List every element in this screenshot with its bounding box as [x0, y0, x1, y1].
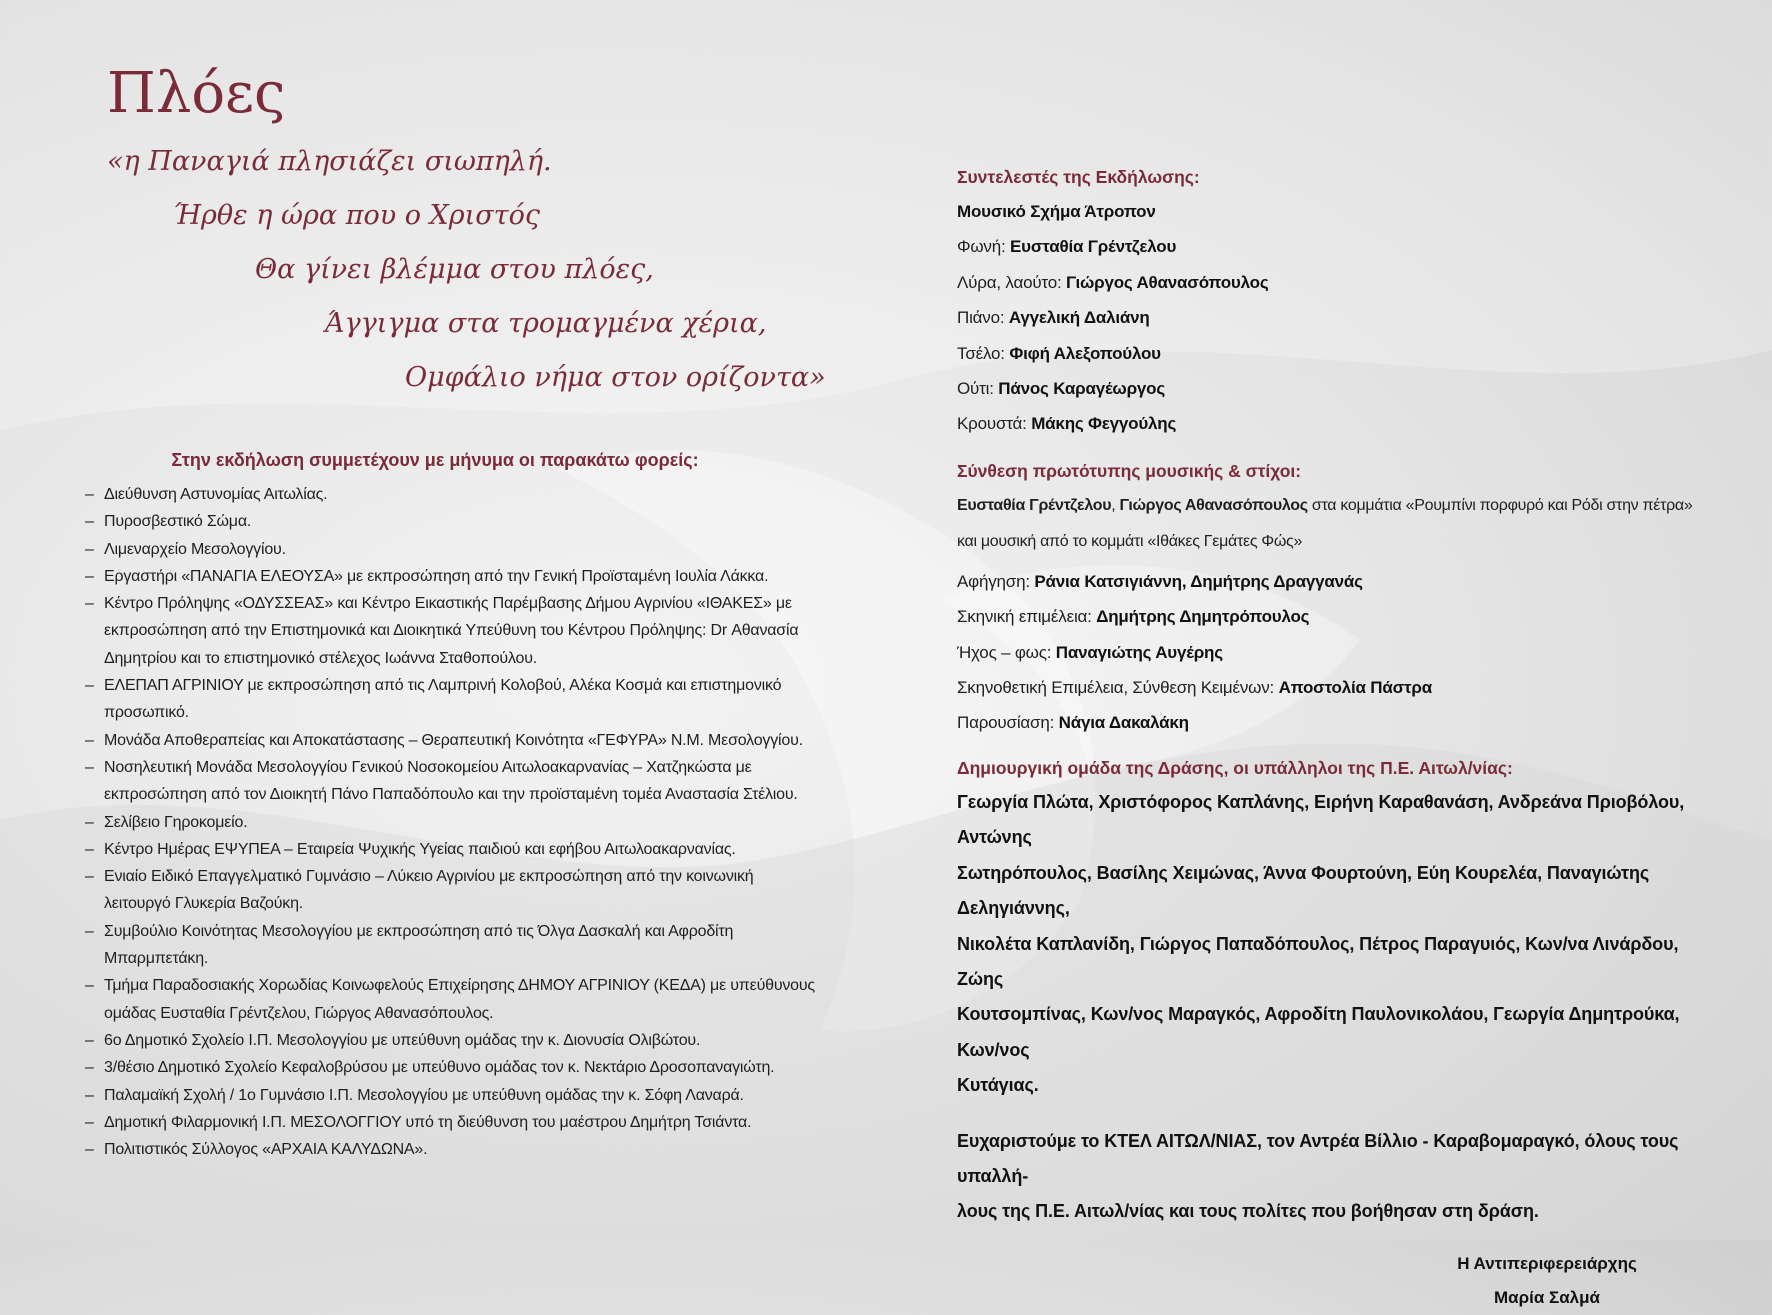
poem-line: Θα γίνει βλέμμα στου πλόες,: [255, 254, 654, 285]
team-line: Νικολέτα Καπλανίδη, Γιώργος Παπαδόπουλος, Πέτρος Παραγυιός, Κων/να Λινάρδου, Ζώης: [957, 933, 1679, 989]
credit-role: Σκηνική επιμέλεια:: [957, 607, 1097, 627]
credit-row: [957, 635, 1697, 670]
page-title: Πλόες: [107, 61, 286, 126]
credit-row: [957, 371, 1697, 406]
credit-row: [957, 670, 1697, 705]
dash-bullet: –: [85, 540, 94, 558]
credit-role: Κρουστά:: [957, 414, 1032, 434]
credit-role: Ήχος – φως:: [957, 642, 1056, 662]
sponsor-item: [85, 563, 816, 590]
credit-person: Φιφή Αλεξοπούλου: [1009, 343, 1161, 363]
sponsor-text: Σελίβειο Γηροκομείο.: [104, 813, 248, 831]
thanks-line: λους της Π.Ε. Αιτωλ/νίας και τους πολίτες που βοήθησαν στη δράση.: [957, 1200, 1539, 1221]
composition-heading: Σύνθεση πρωτότυπης μουσικής & στίχοι:: [957, 460, 1302, 481]
sponsor-item: [85, 481, 816, 508]
signature-name: Μαρία Σαλμά: [1494, 1287, 1600, 1307]
credit-person: Νάγια Δακαλάκη: [1058, 713, 1189, 733]
right-column: [957, 160, 1697, 1315]
poem: [85, 135, 825, 405]
credit-role: Λύρα, λαούτο:: [957, 272, 1066, 292]
sponsor-item: [85, 508, 816, 535]
sponsor-text: Πυροσβεστικό Σώμα.: [104, 513, 252, 531]
credit-role: Αφήγηση:: [957, 571, 1035, 591]
sponsor-item: [85, 972, 816, 1027]
dash-bullet: –: [85, 813, 94, 831]
credit-role: Παρουσίαση:: [957, 713, 1059, 733]
thanks-line: Ευχαριστούμε το ΚΤΕΛ ΑΙΤΩΛ/ΝΙΑΣ, τον Αντρέα Βίλλιο - Καραβομαραγκό, όλους τους υπαλλή-: [957, 1130, 1679, 1186]
dash-bullet: –: [85, 567, 94, 585]
credit-role: Πιάνο:: [957, 308, 1009, 328]
credit-person: Παναγιώτης Αυγέρης: [1055, 642, 1223, 662]
dash-bullet: –: [85, 731, 94, 749]
team-line: Σωτηρόπουλος, Βασίλης Χειμώνας, Άννα Φουρτούνη, Εύη Κουρελέα, Παναγιώτης Δεληγιάννης,: [957, 862, 1650, 919]
dash-bullet: –: [85, 868, 94, 886]
team-heading: Δημιουργική ομάδα της Δράσης, οι υπάλληλοι της Π.Ε. Αιτωλ/νίας:: [957, 757, 1513, 778]
credit-row: [957, 229, 1697, 264]
composer-separator: ,: [1111, 496, 1120, 514]
team-line: Κυτάγιας.: [957, 1075, 1039, 1096]
credit-role: Φωνή:: [957, 237, 1011, 257]
poem-line: Άγγιγμα στα τρομαγμένα χέρια,: [325, 308, 767, 339]
credit-person: Ράνια Κατσιγιάννη, Δημήτρης Δραγγανάς: [1034, 571, 1363, 591]
credit-row: [957, 336, 1697, 371]
sponsor-text: Δημοτική Φιλαρμονική Ι.Π. ΜΕΣΟΛΟΓΓΙΟΥ υπό τη διεύθυνση του μαέστρου Δημήτρη Τσιάντα.: [104, 1113, 752, 1131]
sponsor-text: 3/θέσιο Δημοτικό Σχολείο Κεφαλοβρύσου με υπεύθυνο ομάδας τον κ. Νεκτάριο Δροσοπαναγιώτη.: [104, 1059, 775, 1077]
dash-bullet: –: [85, 1141, 94, 1159]
sponsor-text: Διεύθυνση Αστυνομίας Αιτωλίας.: [104, 486, 328, 503]
sponsor-item: [85, 1136, 816, 1163]
dash-bullet: –: [85, 1031, 94, 1049]
dash-bullet: –: [85, 922, 94, 940]
dash-bullet: –: [85, 758, 94, 776]
composer-2: Γιώργος Αθανασόπουλος: [1119, 496, 1308, 514]
composition-songs: στα κομμάτια «Ρουμπίνι πορφυρό και Ρόδι στην πέτρα»: [1307, 496, 1693, 514]
sponsors-heading: Στην εκδήλωση συμμετέχουν με μήνυμα οι παρακάτω φορείς:: [171, 450, 699, 470]
credit-roles: [957, 229, 1697, 441]
team-members: [957, 785, 1697, 1104]
sponsor-item: [85, 863, 816, 918]
credit-person: Γιώργος Αθανασόπουλος: [1066, 272, 1269, 292]
dash-bullet: –: [85, 513, 94, 531]
ensemble-name: [957, 194, 1697, 229]
sponsor-text: Κέντρο Ημέρας ΕΨΥΠΕΑ – Εταιρεία Ψυχικής Υγείας παιδιού και εφήβου Αιτωλοακαρνανίας.: [104, 840, 736, 858]
sponsor-text: Μονάδα Αποθεραπείας και Αποκατάστασης – Θεραπευτική Κοινότητα «ΓΕΦΥΡΑ» Ν.Μ. Μεσολογγίου.: [104, 731, 803, 749]
sponsor-item: [85, 836, 816, 863]
credits-heading: Συντελεστές της Εκδήλωσης:: [957, 167, 1200, 187]
sponsor-text: Τμήμα Παραδοσιακής Χορωδίας Κοινωφελούς Επιχείρησης ΔΗΜΟΥ ΑΓΡΙΝΙΟΥ (ΚΕΔΑ) με υπεύθυνους ομάδας Ευσταθία Γρέντζελου, Γιώργος Αθανασόπουλος.: [104, 977, 815, 1022]
sponsor-item: [85, 536, 816, 563]
sponsor-text: Ενιαίο Ειδικό Επαγγελματικό Γυμνάσιο – Λύκειο Αγρινίου με εκπροσώπηση από την κοινωνική λειτουργό Γλυκερία Βαζούκη.: [104, 868, 754, 913]
thanks-paragraph: [957, 1124, 1697, 1229]
dash-bullet: –: [85, 977, 94, 995]
sponsor-text: Συμβούλιο Κοινότητας Μεσολογγίου με εκπροσώπηση από τις Όλγα Δασκαλή και Αφροδίτη Μπαρμπετάκη.: [104, 922, 734, 968]
credit-person: Πάνος Καραγέωργος: [998, 379, 1165, 399]
composition-roles: [957, 564, 1697, 741]
poem-line: Ομφάλιο νήμα στον ορίζοντα»: [405, 362, 826, 393]
left-column: [85, 55, 825, 1163]
sponsor-item: [85, 1109, 816, 1136]
sponsor-item: [85, 809, 816, 836]
sponsor-item: [85, 1054, 816, 1081]
team-line: Κουτσομπίνας, Κων/νος Μαραγκός, Αφροδίτη Παυλονικολάου, Γεωργία Δημητρούκα, Κων/νος: [957, 1004, 1680, 1060]
credit-row: [957, 564, 1697, 599]
sponsor-item: [85, 672, 816, 727]
team-line: Γεωργία Πλώτα, Χριστόφορος Καπλάνης, Ειρήνη Καραθανάση, Ανδρεάνα Πριοβόλου, Αντώνης: [957, 791, 1685, 848]
dash-bullet: –: [85, 677, 94, 695]
sponsor-item: [85, 590, 816, 672]
credit-person: Αγγελική Δαλιάνη: [1008, 308, 1150, 328]
poem-line: Ήρθε η ώρα που ο Χριστός: [173, 200, 540, 231]
credit-person: Αποστολία Πάστρα: [1278, 678, 1432, 698]
credit-role: Τσέλο:: [957, 343, 1010, 363]
dash-bullet: –: [85, 840, 94, 858]
dash-bullet: –: [85, 1113, 94, 1131]
sponsor-item: [85, 1027, 816, 1054]
credit-row: [957, 265, 1697, 300]
sponsors-list: [85, 481, 825, 1163]
sponsor-item: [85, 1082, 816, 1109]
composition-text: [957, 488, 1697, 524]
credit-person: Μάκης Φεγγούλης: [1031, 414, 1177, 434]
sponsor-text: 6ο Δημοτικό Σχολείο Ι.Π. Μεσολογγίου με υπεύθυνη ομάδας την κ. Διονυσία Ολιβώτου.: [104, 1031, 701, 1049]
sponsor-text: ΕΛΕΠΑΠ ΑΓΡΙΝΙΟΥ με εκπροσώπηση από τις Λαμπρινή Κολοβού, Αλέκα Κοσμά και επιστημονικό προσωπικό.: [104, 677, 782, 722]
ensemble-label: Μουσικό Σχήμα Άτροπον: [957, 202, 1156, 221]
composition-text-2: και μουσική από το κομμάτι «Ιθάκες Γεμάτες Φώς»: [957, 532, 1303, 550]
sponsor-item: [85, 754, 816, 809]
signature-title: Η Αντιπεριφερειάρχης: [1457, 1253, 1637, 1273]
sponsor-text: Κέντρο Πρόληψης «ΟΔΥΣΣΕΑΣ» και Κέντρο Εικαστικής Παρέμβασης Δήμου Αγρινίου «ΙΘΑΚΕΣ» με εκπροσώπηση από την Επιστημονικά και Διοικητικά Υπεύθυνη του Κέντρου Πρόληψης: Dr Αθανασία Δημητρίου και το επιστημονικό στέλεχος Ιωάννα Σταθοπούλου.: [104, 595, 799, 667]
credit-row: [957, 406, 1697, 441]
sponsor-item: [85, 918, 816, 973]
signature: [1247, 1247, 1772, 1315]
composer-1: Ευσταθία Γρέντζελου: [957, 496, 1112, 514]
credit-person: Δημήτρης Δημητρόπουλος: [1096, 607, 1310, 627]
sponsor-text: Λιμεναρχείο Μεσολογγίου.: [104, 540, 286, 558]
dash-bullet: –: [85, 595, 94, 613]
credit-role: Ούτι:: [957, 379, 999, 399]
sponsor-text: Παλαμαϊκή Σχολή / 1ο Γυμνάσιο Ι.Π. Μεσολογγίου με υπεύθυνη ομάδας την κ. Σόφη Λαναρά.: [104, 1086, 744, 1104]
sponsor-text: Εργαστήρι «ΠΑΝΑΓΙΑ ΕΛΕΟΥΣΑ» με εκπροσώπηση από την Γενική Προϊσταμένη Ιουλία Λάκκα.: [104, 567, 769, 585]
credit-role: Σκηνοθετική Επιμέλεια, Σύνθεση Κειμένων:: [957, 678, 1279, 698]
credit-person: Ευσταθία Γρέντζελου: [1010, 237, 1177, 257]
poem-line: «η Παναγιά πλησιάζει σιωπηλή.: [107, 146, 552, 177]
sponsor-item: [85, 727, 816, 754]
dash-bullet: –: [85, 1059, 94, 1077]
dash-bullet: –: [85, 1086, 94, 1104]
dash-bullet: –: [85, 486, 94, 503]
sponsor-text: Νοσηλευτική Μονάδα Μεσολογγίου Γενικού Νοσοκομείου Αιτωλοακαρνανίας – Χατζηκώστα με εκπροσώπηση από τον Διοικητή Πάνο Παπαδόπουλο και την προϊσταμένη τομέα Αναστασία Στέλιου.: [104, 758, 798, 804]
sponsor-text: Πολιτιστικός Σύλλογος «ΑΡΧΑΙΑ ΚΑΛΥΔΩΝΑ».: [104, 1141, 428, 1159]
credit-row: [957, 705, 1697, 740]
credit-row: [957, 300, 1697, 335]
credit-row: [957, 599, 1697, 634]
